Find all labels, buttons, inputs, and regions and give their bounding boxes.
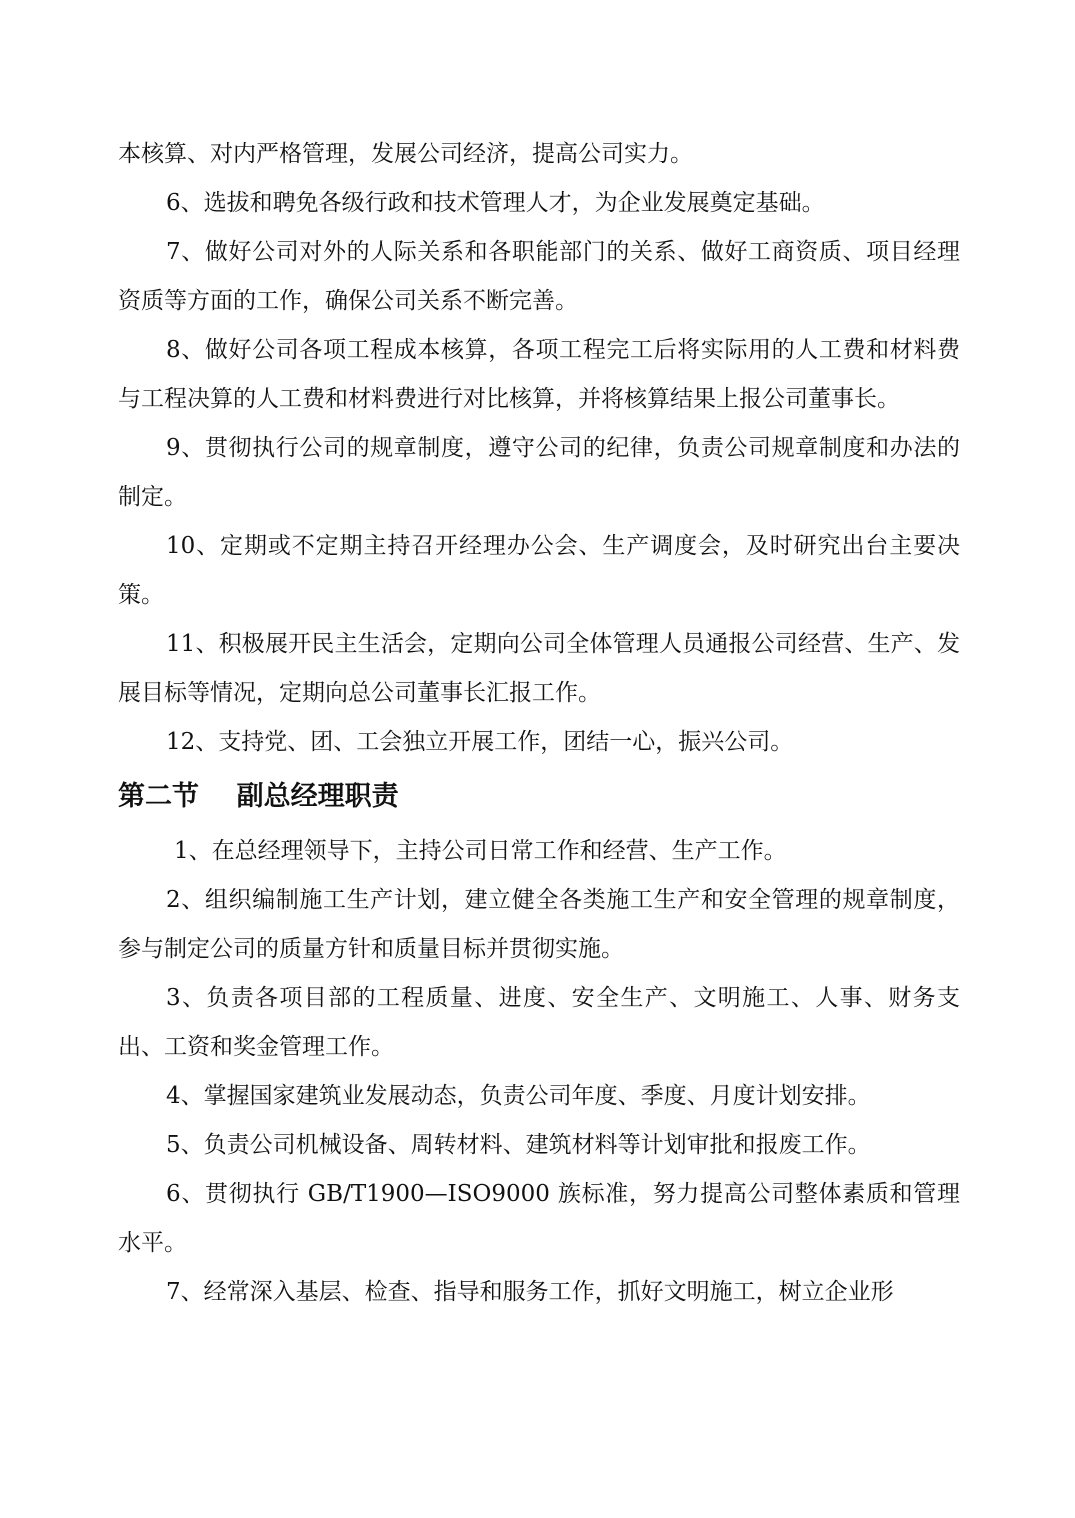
paragraph-item-7: 7、做好公司对外的人际关系和各职能部门的关系、做好工商资质、项目经理资质等方面的工作，确保公司关系不断完善。 xyxy=(118,239,960,314)
paragraph-item-11: 11、积极展开民主生活会，定期向公司全体管理人员通报公司经营、生产、发展目标等情况，定期向总公司董事长汇报工作。 xyxy=(118,631,960,706)
paragraph-duty-5: 5、负责公司机械设备、周转材料、建筑材料等计划审批和报废工作。 xyxy=(166,1132,871,1158)
paragraph-continuation: 本核算、对内严格管理，发展公司经济，提高公司实力。 xyxy=(118,141,693,167)
paragraph-item-8: 8、做好公司各项工程成本核算，各项工程完工后将实际用的人工费和材料费与工程决算的人工费和材料费进行对比核算，并将核算结果上报公司董事长。 xyxy=(118,337,960,412)
paragraph-duty-7: 7、经常深入基层、检查、指导和服务工作，抓好文明施工，树立企业形 xyxy=(166,1279,894,1305)
paragraph-duty-1: 1、在总经理领导下，主持公司日常工作和经营、生产工作。 xyxy=(174,838,787,864)
paragraph-item-12: 12、支持党、团、工会独立开展工作，团结一心，振兴公司。 xyxy=(166,729,794,755)
section-heading: 第二节 副总经理职责 xyxy=(118,781,399,812)
paragraph-duty-2: 2、组织编制施工生产计划，建立健全各类施工生产和安全管理的规章制度，参与制定公司的质量方针和质量目标并贯彻实施。 xyxy=(118,887,960,962)
paragraph-item-9: 9、贯彻执行公司的规章制度，遵守公司的纪律，负责公司规章制度和办法的制定。 xyxy=(118,435,960,510)
document-page xyxy=(118,130,960,1317)
paragraph-duty-3: 3、负责各项目部的工程质量、进度、安全生产、文明施工、人事、财务支出、工资和奖金管理工作。 xyxy=(118,985,960,1060)
paragraph-duty-4: 4、掌握国家建筑业发展动态，负责公司年度、季度、月度计划安排。 xyxy=(166,1083,871,1109)
paragraph-item-10: 10、定期或不定期主持召开经理办公会、生产调度会，及时研究出台主要决策。 xyxy=(118,533,960,608)
paragraph-duty-6: 6、贯彻执行 GB/T1900—ISO9000 族标准，努力提高公司整体素质和管理水平。 xyxy=(118,1181,960,1256)
paragraph-item-6: 6、选拔和聘免各级行政和技术管理人才，为企业发展奠定基础。 xyxy=(166,190,825,216)
